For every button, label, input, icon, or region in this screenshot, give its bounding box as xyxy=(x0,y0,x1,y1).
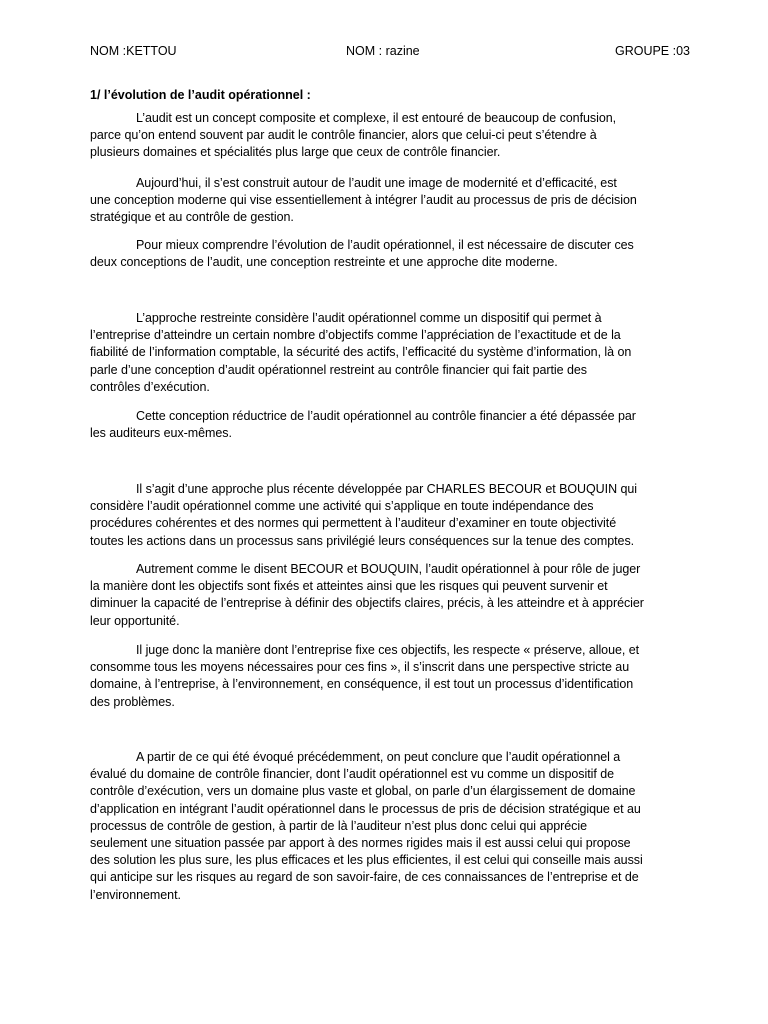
text-line: Il s’agit d’une approche plus récente développée par CHARLES BECOUR et BOUQUIN qui xyxy=(136,482,638,496)
paragraph-4 xyxy=(90,310,690,396)
text-line: d’application en intégrant l’audit opérationnel dans le processus de pris de décision stratégique et au xyxy=(90,801,641,816)
header-group: GROUPE :03 xyxy=(614,44,690,58)
text-line: parle d’une conception d’audit opérationnel restreint au contrôle financier qui fait partie des xyxy=(90,362,587,377)
text-line: l’environnement. xyxy=(90,887,181,902)
text-line: Aujourd’hui, il s’est construit autour de l’audit une image de modernité et d’efficacité, est xyxy=(136,176,617,190)
paragraph-2 xyxy=(90,175,690,227)
text-line: leur opportunité. xyxy=(90,613,180,628)
text-line: des solution les plus sure, les plus efficaces et les plus efficientes, il est celui qui conseille mais aussi xyxy=(90,853,643,868)
text-line: contrôle d’exécution, vers un domaine plus vaste et global, on parle d’un élargissement de domaine xyxy=(90,784,636,799)
text-line: diminuer la capacité de l’entreprise à définir des objectifs claires, précis, à les atteindre et à apprécier xyxy=(90,596,644,611)
text-line: Il juge donc la manière dont l’entreprise fixe ces objectifs, les respecte « préserve, alloue, et xyxy=(136,643,640,657)
paragraph-9 xyxy=(90,749,690,904)
paragraph-3 xyxy=(90,237,690,271)
text-line: Cette conception réductrice de l’audit opérationnel au contrôle financier a été dépassée par xyxy=(136,409,636,423)
text-line: plusieurs domaines et spécialités plus large que ceux de contrôle financier. xyxy=(90,145,501,160)
paragraph-6 xyxy=(90,481,690,550)
paragraph-1 xyxy=(90,110,690,162)
text-line: qui anticipe sur les risques au regard de son savoir-faire, de ces connaissances de l’entreprise et de xyxy=(90,870,639,885)
text-line: l’entreprise d’atteindre un certain nombre d’objectifs comme l’appréciation de l’exactitude et de la xyxy=(90,328,621,343)
text-line: contrôles d’exécution. xyxy=(90,379,210,394)
text-line: considère l’audit opérationnel comme une activité qui s’applique en toute indépendance des xyxy=(90,499,594,514)
section-title: 1/ l’évolution de l’audit opérationnel : xyxy=(90,88,311,102)
text-line: la manière dont les objectifs sont fixés et atteintes ainsi que les risques qui peuvent survenir et xyxy=(90,579,608,594)
text-line: une conception moderne qui vise essentiellement à intégrer l’audit au processus de pris de décision xyxy=(90,193,637,208)
paragraph-8 xyxy=(90,642,690,711)
text-line: L’audit est un concept composite et complexe, il est entouré de beaucoup de confusion, xyxy=(136,111,617,125)
paragraph-7 xyxy=(90,561,690,630)
page-header xyxy=(90,44,690,60)
text-line: des problèmes. xyxy=(90,694,175,709)
text-line: fiabilité de l’information comptable, la sécurité des actifs, l’efficacité du système d’information, là on xyxy=(90,345,632,360)
text-line: les auditeurs eux-mêmes. xyxy=(90,426,232,441)
text-line: L’approche restreinte considère l’audit opérationnel comme un dispositif qui permet à xyxy=(136,311,602,325)
text-line: stratégique et au contrôle de gestion. xyxy=(90,210,294,225)
text-line: processus de contrôle de gestion, à partir de là l’auditeur n’est plus donc celui qui apprécie xyxy=(90,818,587,833)
paragraph-5 xyxy=(90,408,690,442)
text-line: Autrement comme le disent BECOUR et BOUQUIN, l’audit opérationnel à pour rôle de juger xyxy=(136,562,641,576)
text-line: parce qu’on entend souvent par audit le contrôle financier, alors que celui-ci peut s’étendre à xyxy=(90,128,597,143)
text-line: deux conceptions de l’audit, une conception restreinte et une approche dite moderne. xyxy=(90,255,558,270)
header-name-middle: NOM : razine xyxy=(346,44,420,58)
text-line: toutes les actions dans un processus sans privilégié leurs conséquences sur la tenue des comptes. xyxy=(90,533,635,548)
text-line: domaine, à l’entreprise, à l’environnement, en conséquence, il est tout un processus d’identification xyxy=(90,677,634,692)
text-line: A partir de ce qui été évoqué précédemment, on peut conclure que l’audit opérationnel a xyxy=(136,750,621,764)
text-line: consomme tous les moyens nécessaires pour ces fins », il s’inscrit dans une perspective stricte au xyxy=(90,660,630,675)
text-line: évalué du domaine de contrôle financier, dont l’audit opérationnel est vu comme un dispositif de xyxy=(90,767,615,782)
header-name-left: NOM :KETTOU xyxy=(90,44,177,58)
text-line: seulement une situation passée par apport à des normes rigides mais il est aussi celui qui propose xyxy=(90,836,631,851)
text-line: procédures cohérentes et des normes qui permettent à l’auditeur d’examiner en toute objectivité xyxy=(90,516,617,531)
text-line: Pour mieux comprendre l’évolution de l’audit opérationnel, il est nécessaire de discuter ces xyxy=(136,238,634,252)
